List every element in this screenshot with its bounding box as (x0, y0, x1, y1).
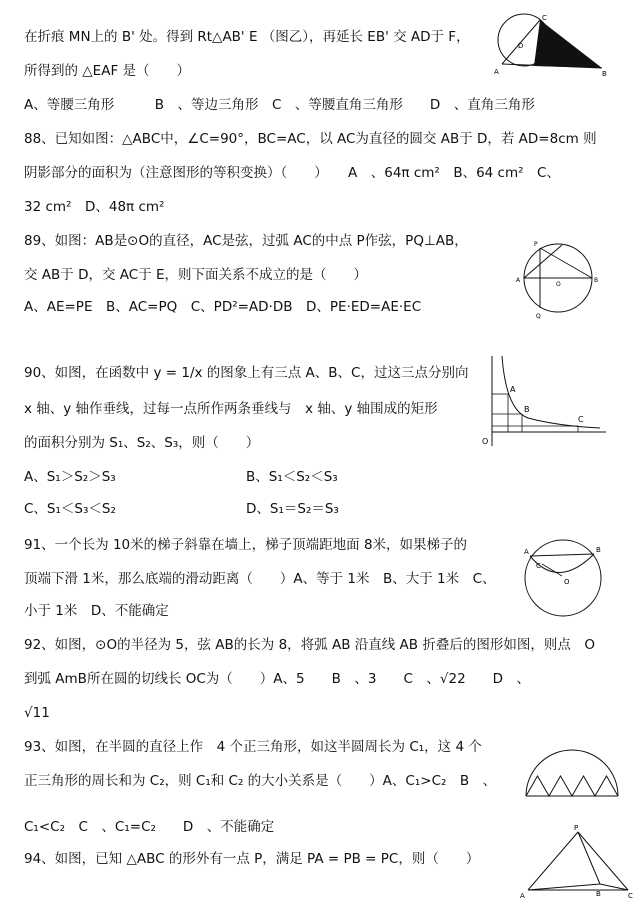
text-line: 的面积分别为 S₁、S₂、S₃，则（ ） (24, 435, 260, 451)
question-92: 92、如图，⊙O的半径为 5，弦 AB的长为 8，将弧 AB 沿直线 AB 折叠后的图形如图，则点 O (24, 637, 595, 653)
label-c: C (536, 562, 541, 570)
option-c: C、S₁＜S₃＜S₂ (24, 501, 116, 517)
answer-options: 小于 1米 D、不能确定 (24, 603, 169, 619)
label-o: O (556, 281, 561, 288)
answer-options: C₁<C₂ C 、C₁=C₂ D 、不能确定 (24, 819, 275, 835)
text-line: 在折痕 MN上的 B' 处。得到 Rt△AB' E （图乙），再延长 EB' 交 AD于 F， (24, 29, 470, 45)
label-o: O (482, 437, 489, 446)
label-c: C (628, 892, 633, 900)
figure-94 (520, 822, 636, 902)
text-line: 阴影部分的面积为（注意图形的等积变换）（ ） A 、64π cm² B、64 cm² C、 (24, 165, 560, 181)
answer-options: A、AE=PE B、AC=PQ C、PD²=AD·DB D、PE·ED=AE·EC (24, 299, 422, 315)
label-o: O (564, 578, 570, 586)
label-p: P (574, 824, 579, 832)
label-a: A (516, 277, 521, 284)
question-91: 91、一个长为 10米的梯子斜靠在墙上，梯子顶端距地面 8米，如果梯子的 (24, 537, 468, 553)
text-line: 正三角形的周长和为 C₂，则 C₁和 C₂ 的大小关系是（ ）A、C₁>C₂ B 、 (24, 773, 497, 789)
answer-options: A、等腰三角形 B 、等边三角形 C 、等腰直角三角形 D 、直角三角形 (24, 97, 535, 113)
label-b: B (602, 70, 607, 78)
label-a: A (510, 385, 516, 394)
text-line: 到弧 AmB所在圆的切线长 OC为（ ）A、5 B 、3 C 、√22 D 、 (24, 671, 531, 687)
question-94: 94、如图，已知 △ABC 的形外有一点 P，满足 PA = PB = PC，则（ ） (24, 851, 480, 867)
figure-90 (478, 350, 608, 450)
label-a: A (524, 548, 529, 556)
label-a: A (494, 68, 499, 76)
label-b: B (596, 890, 601, 898)
figure-92 (518, 534, 608, 618)
text-line: 交 AB于 D，交 AC于 E，则下面关系不成立的是（ ） (24, 267, 368, 283)
label-q: Q (536, 313, 541, 320)
label-c: C (578, 415, 584, 424)
figure-93 (522, 746, 622, 802)
question-93: 93、如图，在半圆的直径上作 4 个正三角形，如这半圆周长为 C₁，这 4 个 (24, 739, 482, 755)
label-p: P (534, 241, 538, 248)
text-line: x 轴、y 轴作垂线，过每一点所作两条垂线与 x 轴、y 轴围成的矩形 (24, 401, 438, 417)
label-d: D (518, 42, 524, 50)
question-90: 90、如图，在函数中 y = 1/x 的图象上有三点 A、B、C，过这三点分别向 (24, 365, 469, 381)
label-a: A (520, 892, 525, 900)
option-d-value: √11 (24, 705, 50, 721)
label-b: B (524, 405, 530, 414)
option-d: D、S₁＝S₂＝S₃ (246, 501, 339, 517)
question-88: 88、已知如图：△ABC中，∠C=90°，BC=AC，以 AC为直径的圆交 AB于 D，若 AD=8cm 则 (24, 131, 597, 147)
figure-89 (510, 236, 606, 320)
text-line: 所得到的 △EAF 是（ ） (24, 63, 190, 79)
answer-options: 32 cm² D、48π cm² (24, 199, 165, 215)
label-c: C (542, 14, 547, 22)
question-89: 89、如图：AB是⊙O的直径，AC是弦，过弧 AC的中点 P作弦，PQ⊥AB， (24, 233, 468, 249)
label-b: B (596, 546, 601, 554)
option-a: A、S₁＞S₂＞S₃ (24, 469, 116, 485)
option-b: B、S₁＜S₂＜S₃ (246, 469, 338, 485)
text-line: 顶端下滑 1米，那么底端的滑动距离（ ）A、等于 1米 B、大于 1米 C、 (24, 571, 496, 587)
label-b: B (594, 277, 599, 284)
figure-87 (492, 8, 612, 78)
